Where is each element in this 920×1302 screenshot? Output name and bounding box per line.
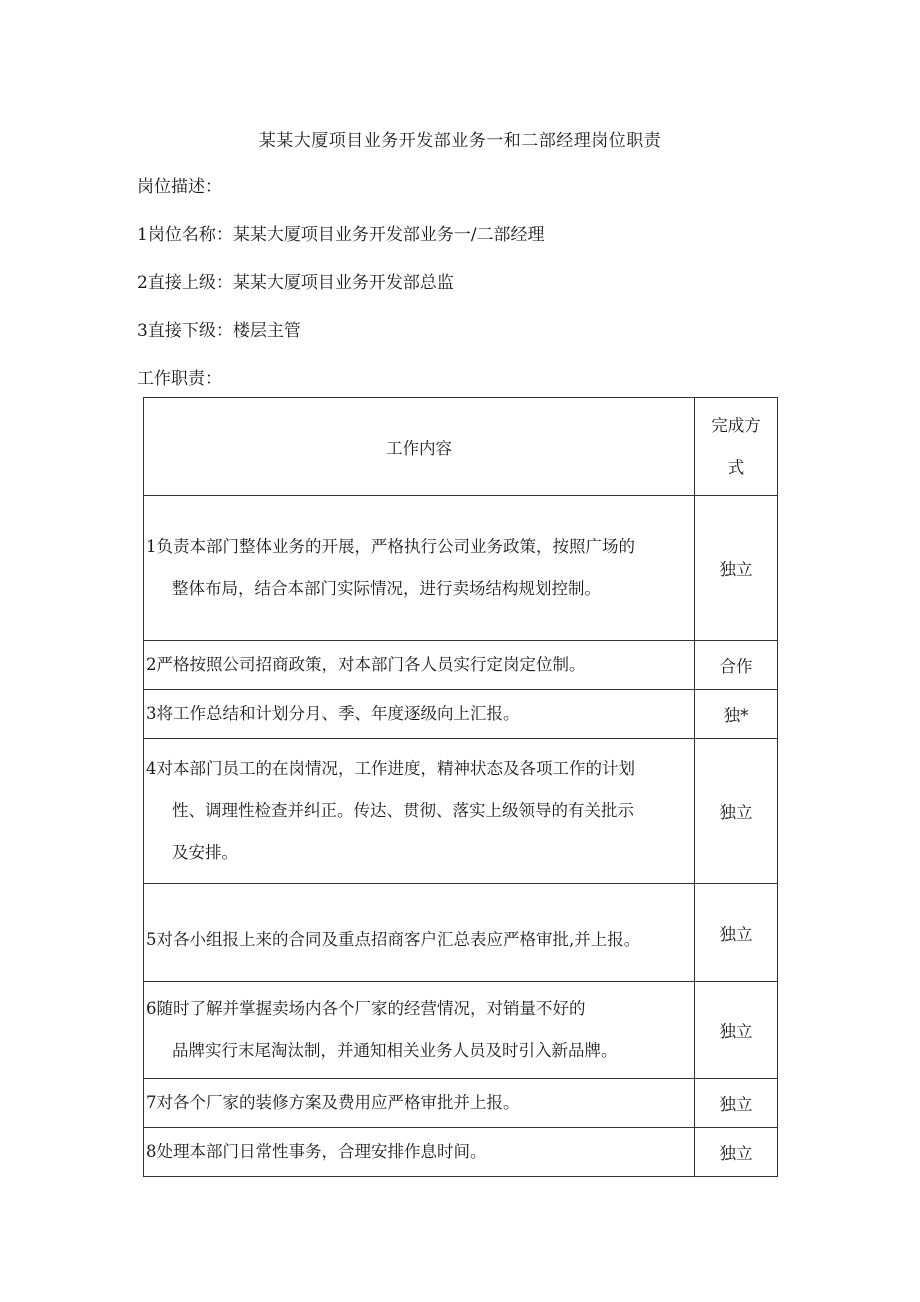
duty-mode: 独立	[695, 496, 778, 641]
duty-mode: 独立	[695, 1079, 778, 1128]
duty-content	[144, 1128, 695, 1177]
duty-mode: 独立	[695, 884, 778, 982]
table-row	[144, 982, 778, 1079]
header-completion-mode	[695, 398, 778, 496]
table-row	[144, 1128, 778, 1177]
table-row	[144, 690, 778, 739]
duty-line: 及安排。	[172, 843, 238, 862]
duty-content	[144, 982, 695, 1079]
duty-mode: 合作	[695, 641, 778, 690]
duty-content	[144, 690, 695, 739]
header-completion-mode-line2: 式	[727, 457, 745, 477]
duty-mode: 独立	[695, 1128, 778, 1177]
duty-line: 2严格按照公司招商政策，对本部门各人员实行定岗定位制。	[146, 655, 586, 674]
table-header-row	[144, 398, 778, 496]
table-row	[144, 739, 778, 884]
header-completion-mode-line1: 完成方	[711, 415, 761, 435]
duties-heading: 工作职责：	[137, 369, 222, 389]
direct-superior-line: 2直接上级：某某大厦项目业务开发部总监	[137, 273, 454, 293]
duty-mode: 独*	[695, 690, 778, 739]
duty-mode: 独立	[695, 739, 778, 884]
position-name-line: 1岗位名称：某某大厦项目业务开发部业务一/二部经理	[137, 225, 545, 245]
duty-line: 整体布局，结合本部门实际情况，进行卖场结构规划控制。	[172, 579, 601, 598]
direct-subordinate-line: 3直接下级：楼层主管	[137, 321, 301, 341]
duty-line: 6随时了解并掌握卖场内各个厂家的经营情况，对销量不好的	[146, 999, 586, 1018]
document-title: 某某大厦项目业务开发部业务一和二部经理岗位职责	[258, 131, 662, 151]
duty-line: 1负责本部门整体业务的开展，严格执行公司业务政策，按照广场的	[146, 537, 635, 556]
table-row	[144, 496, 778, 641]
duty-content	[144, 739, 695, 884]
table-row	[144, 641, 778, 690]
duty-line: 7对各个厂家的装修方案及费用应严格审批并上报。	[146, 1093, 520, 1112]
duties-table	[143, 397, 778, 1177]
table-row	[144, 884, 778, 982]
duty-line: 8处理本部门日常性事务，合理安排作息时间。	[146, 1142, 487, 1161]
table-row	[144, 1079, 778, 1128]
duty-line: 品牌实行末尾淘汰制，并通知相关业务人员及时引入新品牌。	[172, 1041, 618, 1060]
header-work-content	[144, 398, 695, 496]
duty-content	[144, 884, 695, 982]
duty-line: 性、调理性检查并纠正。传达、贯彻、落实上级领导的有关批示	[172, 801, 634, 820]
duty-content	[144, 1079, 695, 1128]
duty-line: 5对各小组报上来的合同及重点招商客户汇总表应严格审批,并上报。	[146, 929, 641, 949]
duty-line: 3将工作总结和计划分月、季、年度逐级向上汇报。	[146, 704, 520, 723]
duty-content	[144, 496, 695, 641]
position-description-heading: 岗位描述：	[137, 177, 222, 197]
duty-mode: 独立	[695, 982, 778, 1079]
duty-content	[144, 641, 695, 690]
duty-line: 4对本部门员工的在岗情况，工作进度，精神状态及各项工作的计划	[146, 759, 635, 778]
header-work-content-label: 工作内容	[386, 438, 452, 458]
